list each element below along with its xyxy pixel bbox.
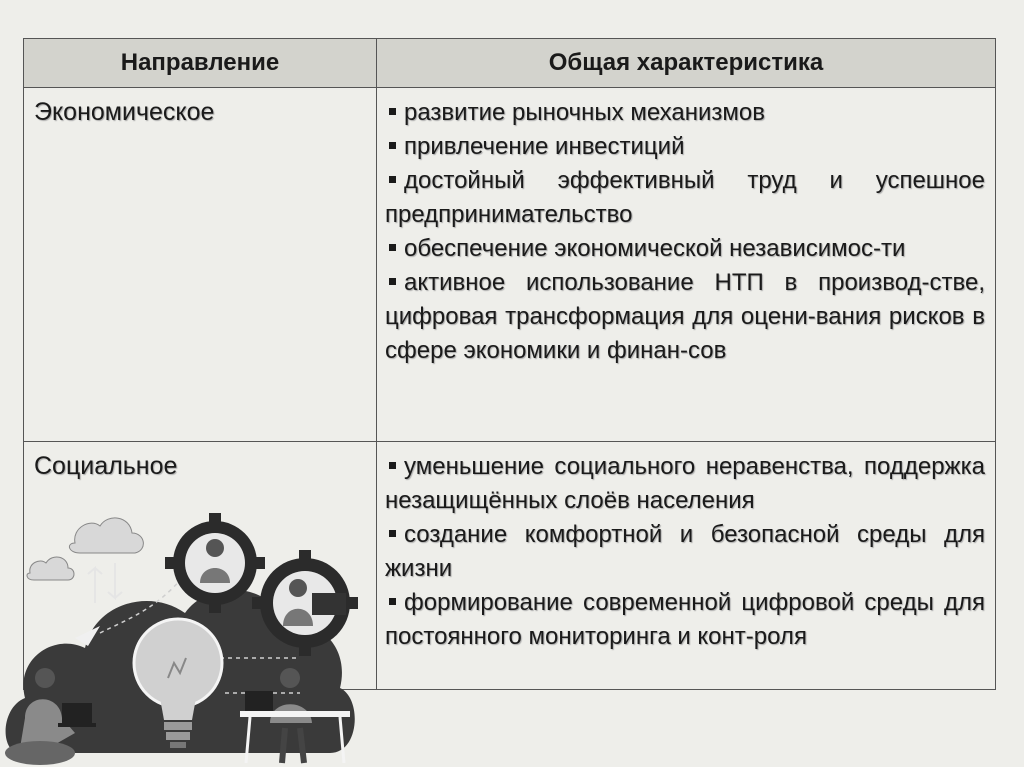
list-item-text: активное использование НТП в производ-стве, цифровая трансформация для оцени-вания рисков в сфере экономики и финан-сов	[385, 269, 985, 364]
bullet-icon	[389, 108, 396, 115]
list-item	[385, 450, 985, 518]
table-row-economic	[24, 88, 996, 442]
table-row-social	[24, 442, 996, 690]
list-item	[385, 164, 985, 232]
laptop-icon	[58, 703, 96, 727]
characteristic-social	[377, 442, 996, 690]
header-direction: Направление	[24, 39, 377, 88]
list-item	[385, 130, 985, 164]
bullet-icon	[389, 530, 396, 537]
list-item-text: формирование современной цифровой среды для постоянного мониторинга и конт-роля	[385, 589, 985, 650]
list-item	[385, 518, 985, 586]
table-header-row	[24, 39, 996, 88]
bullet-icon	[389, 142, 396, 149]
bullet-icon	[389, 278, 396, 285]
bullet-icon	[389, 176, 396, 183]
list-item	[385, 266, 985, 368]
list-item-text: создание комфортной и безопасной среды для жизни	[385, 521, 985, 582]
characteristics-table	[23, 38, 996, 690]
laptop-icon	[240, 691, 350, 763]
direction-economic: Экономическое	[24, 88, 377, 442]
bullet-icon	[389, 244, 396, 251]
direction-social: Социальное	[24, 442, 377, 690]
bullet-icon	[389, 598, 396, 605]
list-item-text: достойный эффективный труд и успешное предпринимательство	[385, 167, 985, 228]
list-item-text: привлечение инвестиций	[404, 133, 685, 160]
characteristic-economic	[377, 88, 996, 442]
header-characteristic: Общая характеристика	[377, 39, 996, 88]
list-item	[385, 232, 985, 266]
economic-bullet-list	[385, 96, 985, 368]
list-item-text: развитие рыночных механизмов	[404, 99, 766, 126]
bullet-icon	[389, 462, 396, 469]
list-item	[385, 96, 985, 130]
list-item-text: обеспечение экономической независимос-ти	[404, 235, 906, 262]
social-bullet-list	[385, 450, 985, 654]
list-item	[385, 586, 985, 654]
list-item-text: уменьшение социального неравенства, поддержка незащищённых слоёв населения	[385, 453, 985, 514]
